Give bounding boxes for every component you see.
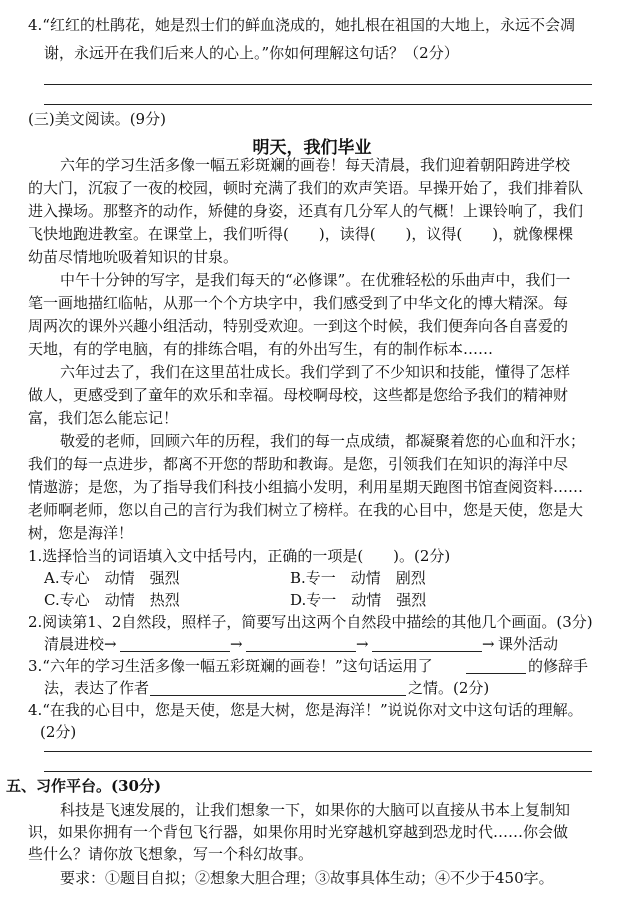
p1-line3: 进入操场。那整齐的动作，矫健的身姿，还真有几分军人的气概！上课铃响了，我们 (28, 202, 584, 220)
s5-p-line2: 识，如果你拥有一个背包飞行器，如果你用时光穿越机穿越到恐龙时代……你会做 (28, 823, 569, 841)
p2-line4: 天地，有的学电脑，有的排练合唱，有的外出写生，有的制作标本…… (28, 340, 494, 358)
q2-start-label: 清晨进校 (44, 635, 105, 653)
q2-stem: 2.阅读第1、2自然段，照样子，简要写出这两个自然段中描绘的其他几个画面。(3分) (28, 613, 593, 631)
section5-header: 五、习作平台。(30分) (6, 777, 162, 795)
q1-option-b: B.专一 动情 剧烈 (290, 569, 426, 587)
q2-blank-1 (120, 651, 230, 652)
p1-line4: 飞快地跑进教室。在课堂上，我们听得( )，读得( )，议得( )，就像棵棵 (28, 225, 574, 243)
arrow-right-icon: → (356, 635, 369, 653)
q3-blank-1 (466, 673, 526, 674)
answer-line (44, 104, 592, 105)
q3-line2-b: 之情。(2分) (408, 679, 490, 697)
p1-line2: 的大门，沉寂了一夜的校园，顿时充满了我们的欢声笑语。早操开始了，我们排着队 (28, 179, 584, 197)
q3-line1-a: 3.“六年的学习生活多像一幅五彩斑斓的画卷！”这句话运用了 (28, 657, 433, 675)
q3-line1-b: 的修辞手 (528, 657, 589, 675)
q2-blank-3 (372, 651, 482, 652)
p1-line1: 六年的学习生活多像一幅五彩斑斓的画卷！每天清晨，我们迎着朝阳跨进学校 (60, 156, 571, 174)
section3-header: (三)美文阅读。(9分) (28, 110, 166, 128)
p4-line2: 我们的每一点进步，都离不开您的帮助和教诲。是您，引领我们在知识的海洋中尽 (28, 455, 569, 473)
answer-line (44, 771, 592, 772)
s5-p-line1: 科技是飞速发展的，让我们想象一下，如果你的大脑可以直接从书本上复制知 (60, 801, 571, 819)
arrow-right-icon: → (482, 635, 495, 653)
p3-line3: 富，我们怎么能忘记！ (28, 409, 179, 427)
article-title: 明天，我们毕业 (252, 138, 372, 158)
answer-line (44, 84, 592, 85)
s5-requirements: 要求：①题目自拟；②想象大胆合理；③故事具体生动；④不少于450字。 (60, 869, 554, 887)
p4-line3: 情遨游；是您，为了指导我们科技小组搞小发明，利用星期天跑图书馆查阅资料…… (28, 478, 584, 496)
p3-line1: 六年过去了，我们在这里茁壮成长。我们学到了不少知识和技能，懂得了怎样 (60, 363, 571, 381)
arrow-right-icon: → (230, 635, 243, 653)
p2-line3: 周两次的课外兴趣小组活动，特别受欢迎。一到这个时候，我们便奔向各自喜爱的 (28, 317, 569, 335)
q4-line1: 4.“在我的心目中，您是天使，您是大树，您是海洋！”说说你对文中这句话的理解。 (28, 701, 583, 719)
p4-line1: 敬爱的老师，回顾六年的历程，我们的每一点成绩，都凝聚着您的心血和汗水； (60, 432, 586, 450)
p2-line2: 笔一画地描红临帖，从那一个个方块字中，我们感受到了中华文化的博大精深。每 (28, 294, 569, 312)
q3-blank-2 (150, 695, 406, 696)
q1-option-d: D.专一 动情 强烈 (290, 591, 427, 609)
q1-option-a: A.专心 动情 强烈 (44, 569, 180, 587)
q4-line2: (2分) (40, 723, 77, 741)
q2-blank-2 (246, 651, 356, 652)
p4-line4: 老师啊老师，您以自己的言行为我们树立了榜样。在我的心目中，您是天使，您是大 (28, 501, 584, 519)
q1-option-c: C.专心 动情 热烈 (44, 591, 180, 609)
q4-top-line1: 4.“红红的杜鹃花，她是烈士们的鲜血浇成的，她扎根在祖国的大地上，永远不会凋 (28, 16, 575, 34)
arrow-right-icon: → (104, 635, 117, 653)
p4-line5: 树，您是海洋！ (28, 524, 134, 542)
answer-line (44, 751, 592, 752)
q3-line2-a: 法，表达了作者 (44, 679, 150, 697)
q4-top-line2: 谢，永远开在我们后来人的心上。”你如何理解这句话？（2分） (44, 44, 459, 62)
q1-stem: 1.选择恰当的词语填入文中括号内，正确的一项是( )。(2分) (28, 547, 451, 565)
p3-line2: 做人，更感受到了童年的欢乐和幸福。母校啊母校，这些都是您给予我们的精神财 (28, 386, 569, 404)
p2-line1: 中午十分钟的写字，是我们每天的“必修课”。在优雅轻松的乐曲声中，我们一 (60, 271, 571, 289)
s5-p-line3: 些什么？请你放飞想象，写一个科幻故事。 (28, 845, 314, 863)
p1-line5: 幼苗尽情地吮吸着知识的甘泉。 (28, 248, 239, 266)
q2-end-label: 课外活动 (498, 635, 559, 653)
